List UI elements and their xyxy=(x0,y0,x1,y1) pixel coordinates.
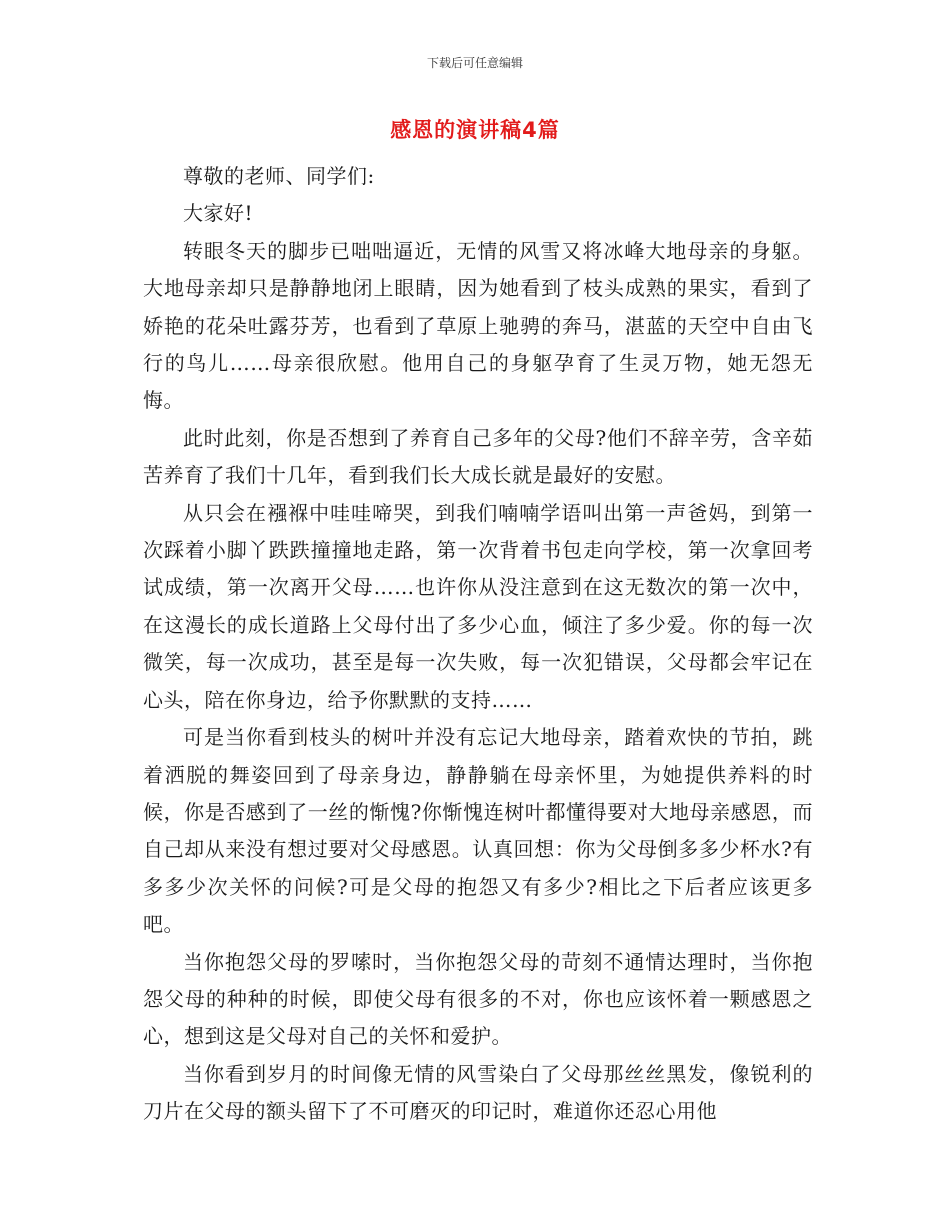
body-paragraph: 当你看到岁月的时间像无情的风雪染白了父母那丝丝黑发，像锐利的刀片在父母的额头留下了不可磨灭的印记时，难道你还忍心用他 xyxy=(143,1061,813,1124)
body-paragraph: 可是当你看到枝头的树叶并没有忘记大地母亲，踏着欢快的节拍，跳着洒脱的舞姿回到了母亲身边，静静躺在母亲怀里，为她提供养料的时候，你是否感到了一丝的惭愧?你惭愧连树叶都懂得要对大地母亲感恩，而自己却从来没有想过要对父母感恩。认真回想：你为父母倒多多少杯水?有多多少次关怀的问候?可是父母的抱怨又有多少?相比之下后者应该更多吧。 xyxy=(143,725,813,937)
greeting: 大家好! xyxy=(183,201,254,226)
document-body xyxy=(143,158,813,1131)
salutation: 尊敬的老师、同学们: xyxy=(183,164,375,188)
body-paragraph: 转眼冬天的脚步已咄咄逼近，无情的风雪又将冰峰大地母亲的身躯。大地母亲却只是静静地闭上眼睛，因为她看到了枝头成熟的果实，看到了娇艳的花朵吐露芬芳，也看到了草原上驰骋的奔马，湛蓝的天空中自由飞行的鸟儿……母亲很欣慰。他用自己的身躯孕育了生灵万物，她无怨无悔。 xyxy=(143,238,813,413)
document-title: 感恩的演讲稿4篇 xyxy=(390,118,560,142)
body-paragraph: 从只会在襁褓中哇哇啼哭，到我们喃喃学语叫出第一声爸妈，到第一次踩着小脚丫跌跌撞撞地走路，第一次背着书包走向学校，第一次拿回考试成绩，第一次离开父母……也许你从没注意到在这无数次的第一次中，在这漫长的成长道路上父母付出了多少心血，倾注了多少爱。你的每一次微笑，每一次成功，甚至是每一次失败，每一次犯错误，父母都会牢记在心头，陪在你身边，给予你默默的支持…… xyxy=(143,500,813,712)
body-paragraph: 当你抱怨父母的罗嗦时，当你抱怨父母的苛刻不通情达理时，当你抱怨父母的种种的时候，即使父母有很多的不对，你也应该怀着一颗感恩之心，想到这是父母对自己的关怀和爱护。 xyxy=(143,949,813,1049)
page-header: 下载后可任意编辑 xyxy=(426,56,523,70)
body-paragraph: 此时此刻，你是否想到了养育自己多年的父母?他们不辞辛劳，含辛茹苦养育了我们十几年，看到我们长大成长就是最好的安慰。 xyxy=(143,425,813,488)
